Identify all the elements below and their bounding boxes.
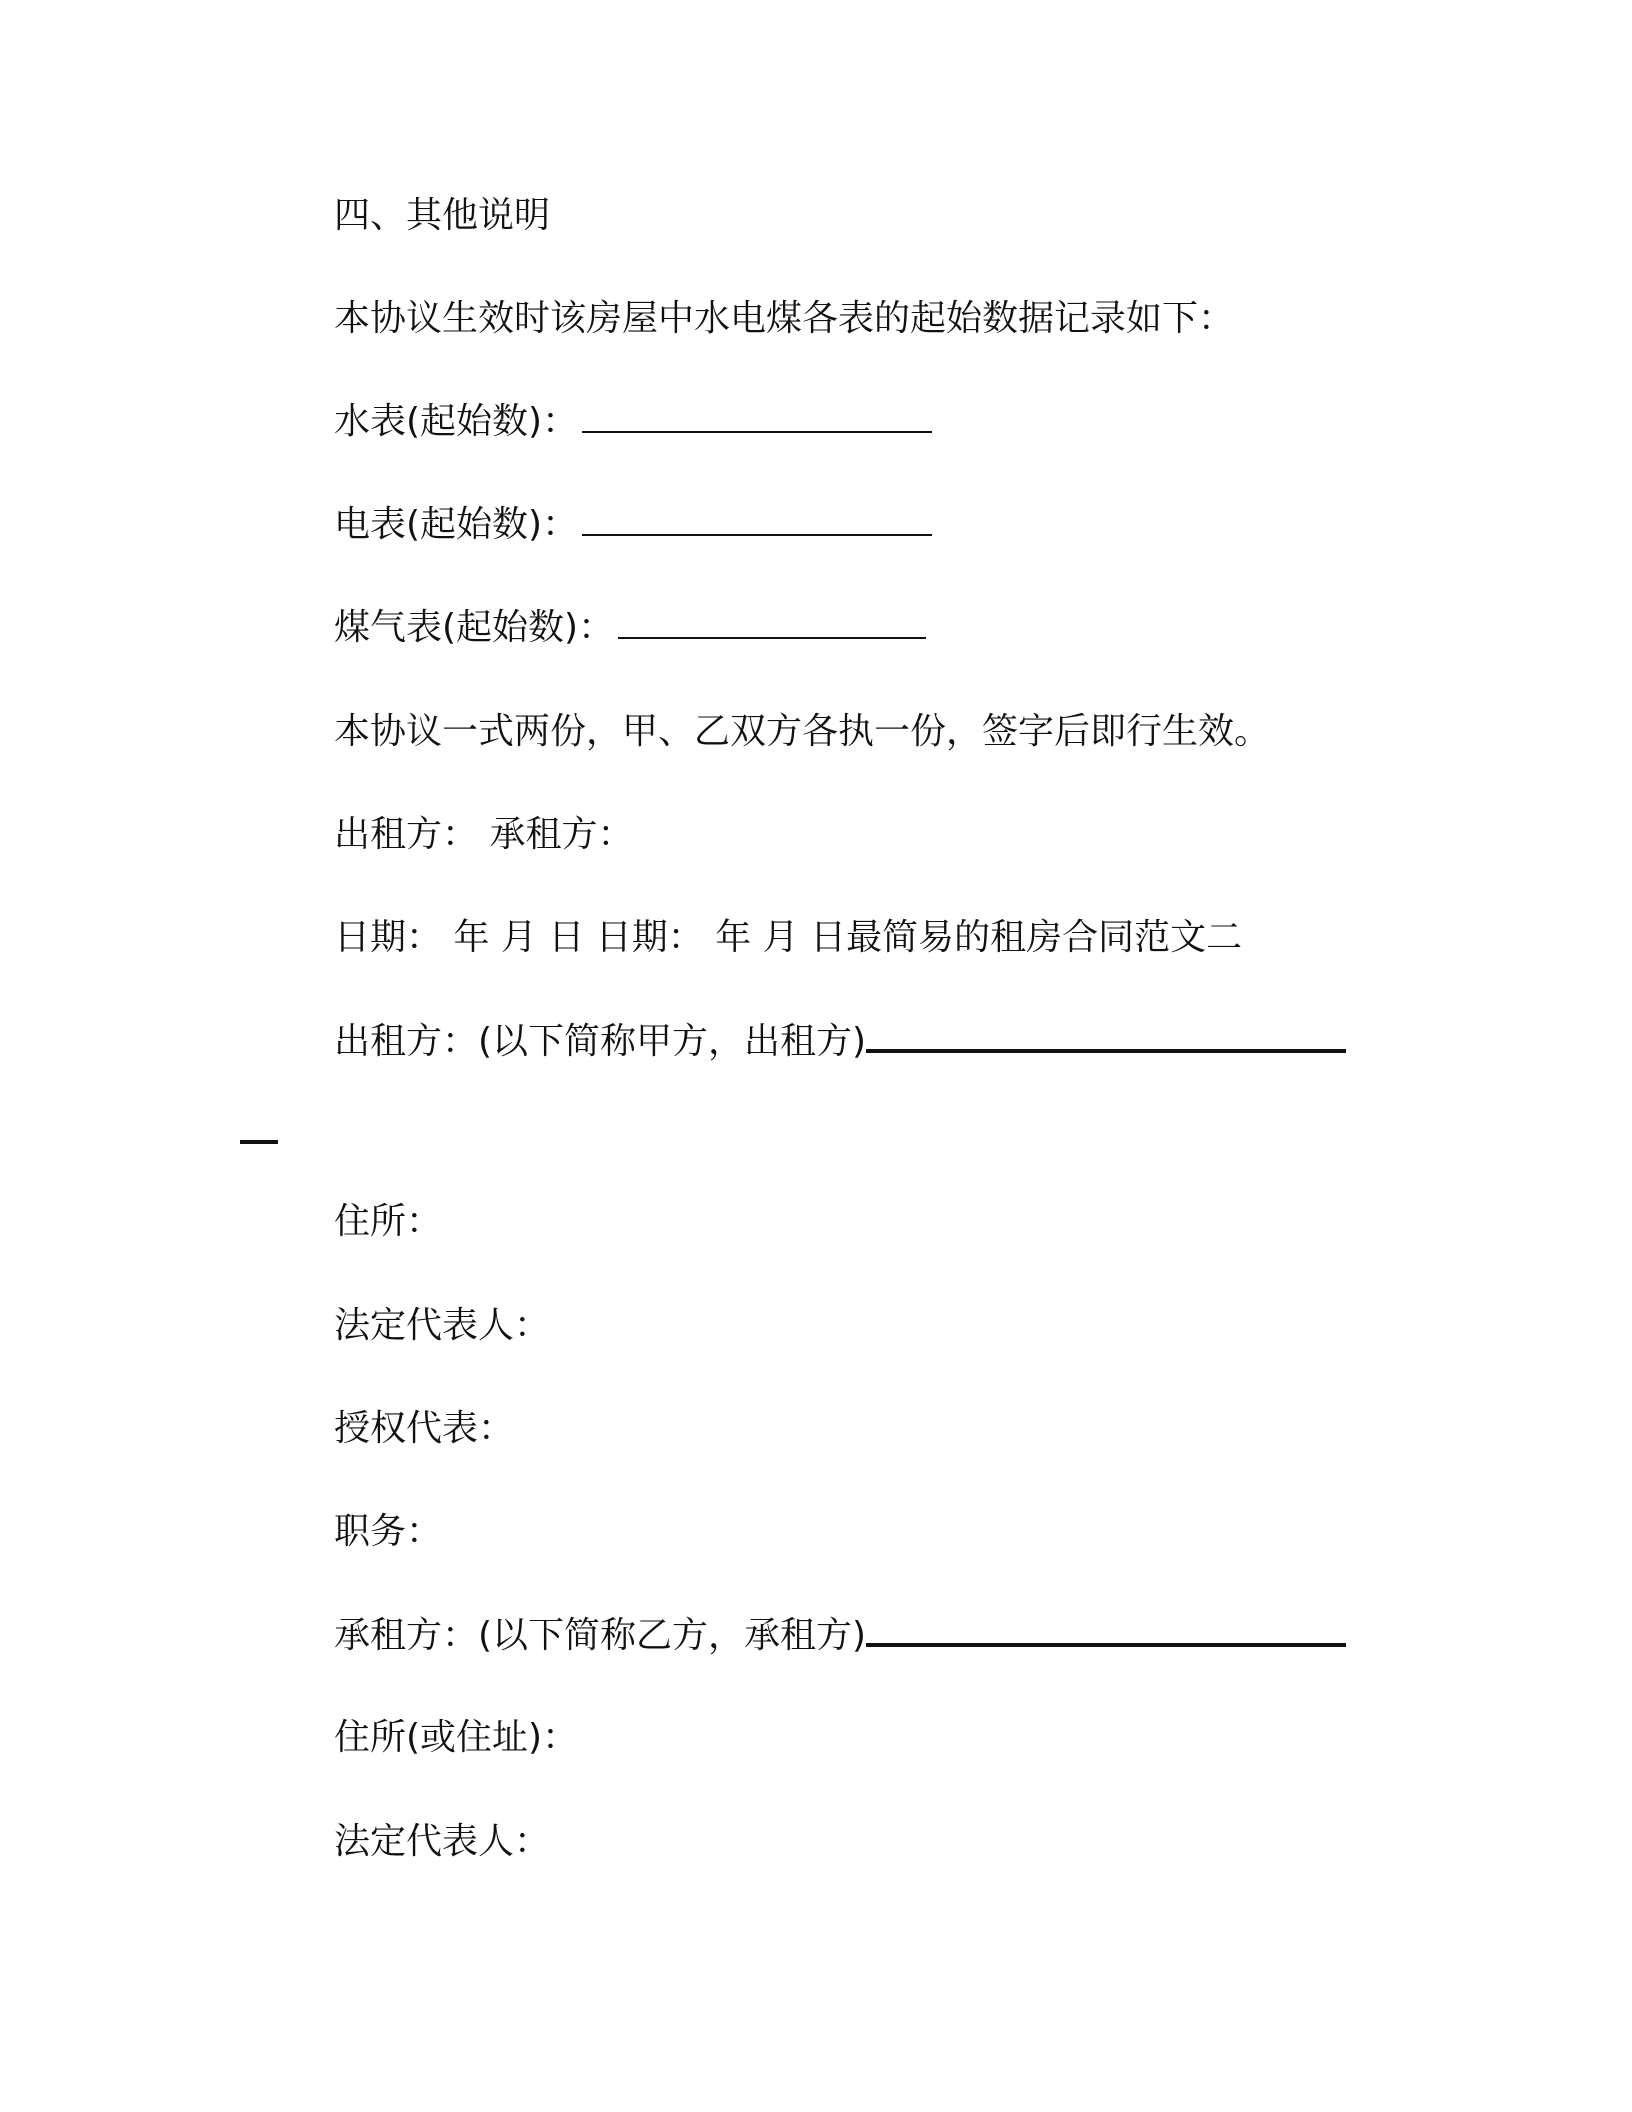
water-meter-blank[interactable] (582, 401, 932, 433)
lessor-label: 出租方：(以下简称甲方，出租方) (334, 1021, 867, 1062)
section-title: 四、其他说明 (334, 195, 551, 236)
lessor-residence: 住所： (334, 1201, 443, 1242)
electric-meter-label: 电表(起始数)： (334, 504, 579, 545)
lessor-legal-rep: 法定代表人： (334, 1305, 551, 1346)
gas-meter-label: 煤气表(起始数)： (334, 607, 615, 648)
dates-line: 日期： 年 月 日 日期： 年 月 日最简易的租房合同范文二 (334, 917, 1243, 958)
signatures-line: 出租方： 承租方： (334, 814, 634, 855)
electric-meter-blank[interactable] (582, 504, 932, 536)
gas-meter-blank[interactable] (618, 607, 926, 639)
gas-meter-row (334, 606, 926, 650)
continuation-dash (240, 1140, 278, 1144)
lessor-authorized-rep: 授权代表： (334, 1408, 515, 1449)
lessor-name-blank[interactable] (866, 1019, 1346, 1053)
lessee-row (334, 1613, 1346, 1658)
lessee-label: 承租方：(以下简称乙方，承租方) (334, 1615, 867, 1656)
lessee-name-blank[interactable] (866, 1613, 1346, 1647)
water-meter-row (334, 400, 932, 444)
electric-meter-row (334, 503, 932, 547)
meter-intro: 本协议生效时该房屋中水电煤各表的起始数据记录如下： (334, 298, 1235, 339)
lessee-residence: 住所(或住址)： (334, 1717, 579, 1758)
lessee-legal-rep: 法定代表人： (334, 1821, 551, 1862)
lessor-row (334, 1019, 1346, 1064)
water-meter-label: 水表(起始数)： (334, 401, 579, 442)
copies-clause: 本协议一式两份，甲、乙双方各执一份，签字后即行生效。 (334, 711, 1271, 752)
lessor-position: 职务： (334, 1511, 443, 1552)
